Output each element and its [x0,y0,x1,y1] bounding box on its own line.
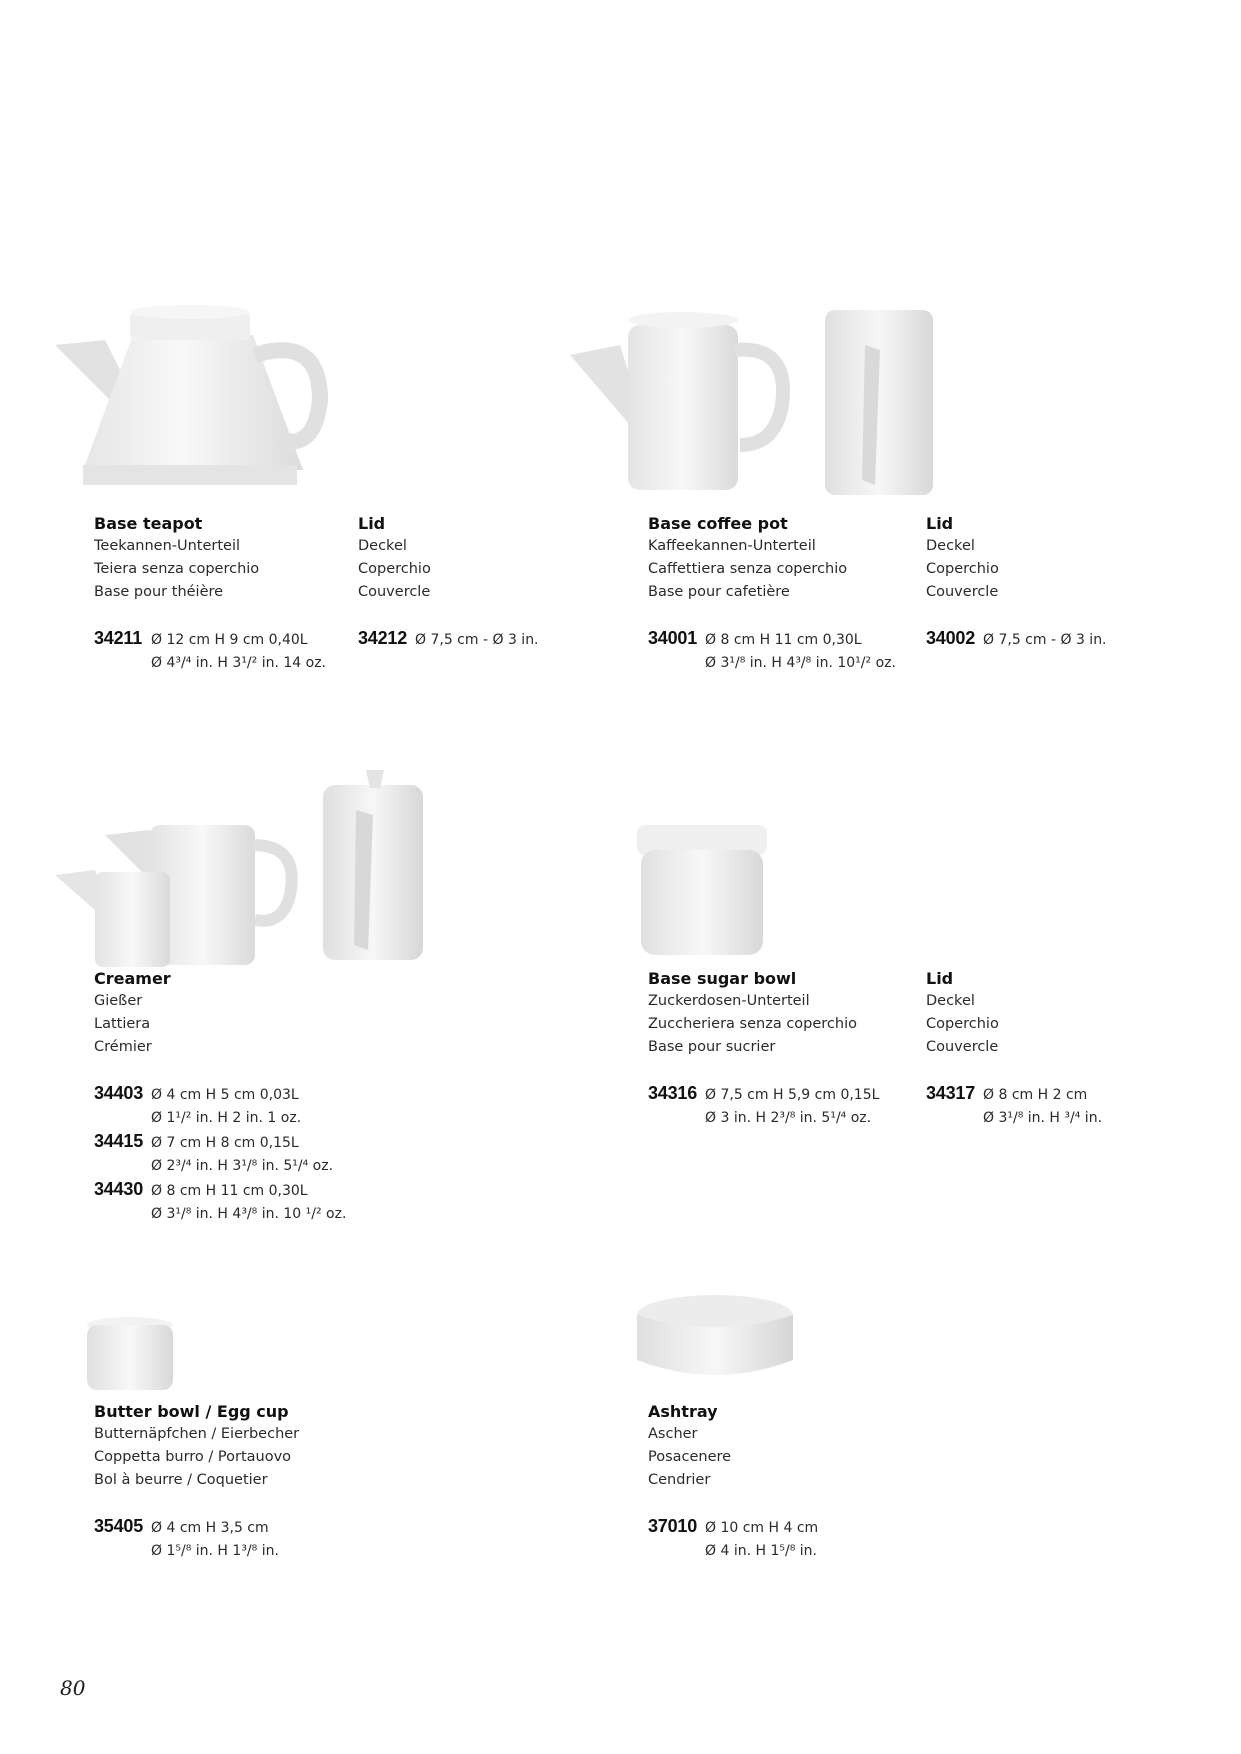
product-name-de: Deckel [926,538,975,554]
product-code: 34317 [926,1083,976,1103]
product-title: Lid [926,969,954,988]
product-name-de: Butternäpfchen / Eierbecher [94,1426,300,1442]
coffee-pot-lid-photo [820,305,940,500]
product-name-fr: Couvercle [926,1039,999,1055]
teapot-photo [55,290,355,490]
teapot-base-block [94,512,354,675]
product-name-it: Coperchio [926,561,999,577]
metric-dimensions: Ø 7,5 cm - Ø 3 in. [983,632,1107,648]
product-name-it: Zuccheriera senza coperchio [648,1016,857,1032]
variant-row [94,1130,394,1178]
coffee-pot-photo [570,305,800,495]
creamer-block [94,967,394,1226]
product-code: 34430 [94,1179,144,1199]
product-code: 35405 [94,1516,144,1536]
product-code: 34403 [94,1083,144,1103]
product-title: Base coffee pot [648,514,788,533]
product-code: 34212 [358,628,408,648]
product-title: Base sugar bowl [648,969,797,988]
product-title: Lid [926,514,954,533]
product-name-it: Teiera senza coperchio [94,561,260,577]
product-name-de: Ascher [648,1426,698,1442]
product-title: Butter bowl / Egg cup [94,1402,289,1421]
product-name-fr: Couvercle [926,584,999,600]
product-name-it: Posacenere [648,1449,732,1465]
teapot-lid-block [358,512,588,652]
product-name-fr: Crémier [94,1039,152,1055]
product-name-fr: Bol à beurre / Coquetier [94,1472,268,1488]
imperial-dimensions: Ø 1⁵/⁸ in. H 1³/⁸ in. [151,1543,279,1559]
product-spec [94,1515,414,1563]
metric-dimensions: Ø 8 cm H 11 cm 0,30L [705,632,862,648]
imperial-dimensions: Ø 4³/⁴ in. H 3¹/² in. 14 oz. [151,655,326,671]
product-name-it: Lattiera [94,1016,151,1032]
metric-dimensions: Ø 8 cm H 2 cm [983,1087,1088,1103]
product-name-it: Coppetta burro / Portauovo [94,1449,292,1465]
creamer-large-photo [318,770,428,965]
metric-dimensions: Ø 8 cm H 11 cm 0,30L [151,1183,308,1199]
imperial-dimensions: Ø 1¹/² in. H 2 in. 1 oz. [151,1110,302,1126]
product-title: Creamer [94,969,171,988]
coffee-pot-base-block [648,512,918,675]
metric-dimensions: Ø 7 cm H 8 cm 0,15L [151,1135,299,1151]
product-spec [648,1515,918,1563]
product-spec [648,627,918,675]
product-name-it: Caffettiera senza coperchio [648,561,848,577]
ashtray-block [648,1400,918,1563]
product-name-de: Teekannen-Unterteil [94,538,241,554]
metric-dimensions: Ø 7,5 cm H 5,9 cm 0,15L [705,1087,880,1103]
ashtray-photo [635,1290,795,1390]
product-title: Ashtray [648,1402,718,1421]
metric-dimensions: Ø 4 cm H 3,5 cm [151,1520,269,1536]
product-spec [926,627,1156,652]
product-code: 34415 [94,1131,144,1151]
product-name-de: Kaffeekannen-Unterteil [648,538,816,554]
imperial-dimensions: Ø 3¹/⁸ in. H 4³/⁸ in. 10¹/² oz. [705,655,896,671]
page-number: 80 [60,1676,86,1700]
imperial-dimensions: Ø 3 in. H 2³/⁸ in. 5¹/⁴ oz. [705,1110,872,1126]
product-title: Base teapot [94,514,203,533]
product-code: 34001 [648,628,698,648]
sugar-bowl-base-block [648,967,918,1130]
metric-dimensions: Ø 12 cm H 9 cm 0,40L [151,632,308,648]
product-name-it: Coperchio [358,561,431,577]
imperial-dimensions: Ø 4 in. H 1⁵/⁸ in. [705,1543,817,1559]
product-spec [94,627,354,675]
product-title: Lid [358,514,386,533]
sugar-bowl-lid-block [926,967,1166,1130]
product-name-de: Deckel [358,538,407,554]
product-name-fr: Couvercle [358,584,431,600]
product-name-de: Zuckerdosen-Unterteil [648,993,810,1009]
sugar-bowl-photo [635,820,770,960]
product-code: 34211 [94,628,143,648]
product-name-de: Gießer [94,993,143,1009]
creamer-photo [55,810,305,970]
coffee-pot-lid-block [926,512,1156,652]
imperial-dimensions: Ø 3¹/⁸ in. H ³/⁴ in. [983,1110,1103,1126]
product-spec [926,1082,1166,1130]
butter-bowl-block [94,1400,414,1563]
butter-bowl-photo [85,1315,175,1395]
variant-row [94,1178,394,1226]
imperial-dimensions: Ø 3¹/⁸ in. H 4³/⁸ in. 10 ¹/² oz. [151,1206,347,1222]
product-name-fr: Base pour cafetière [648,584,790,600]
imperial-dimensions: Ø 2³/⁴ in. H 3¹/⁸ in. 5¹/⁴ oz. [151,1158,334,1174]
product-spec [358,627,588,652]
product-code: 34002 [926,628,976,648]
variant-row [94,1082,394,1130]
product-code: 34316 [648,1083,698,1103]
product-spec [648,1082,918,1130]
product-name-fr: Base pour sucrier [648,1039,776,1055]
product-name-fr: Cendrier [648,1472,711,1488]
product-name-fr: Base pour théière [94,584,224,600]
metric-dimensions: Ø 7,5 cm - Ø 3 in. [415,632,539,648]
metric-dimensions: Ø 4 cm H 5 cm 0,03L [151,1087,299,1103]
product-name-de: Deckel [926,993,975,1009]
metric-dimensions: Ø 10 cm H 4 cm [705,1520,819,1536]
product-code: 37010 [648,1516,698,1536]
product-name-it: Coperchio [926,1016,999,1032]
product-spec [94,1082,394,1226]
